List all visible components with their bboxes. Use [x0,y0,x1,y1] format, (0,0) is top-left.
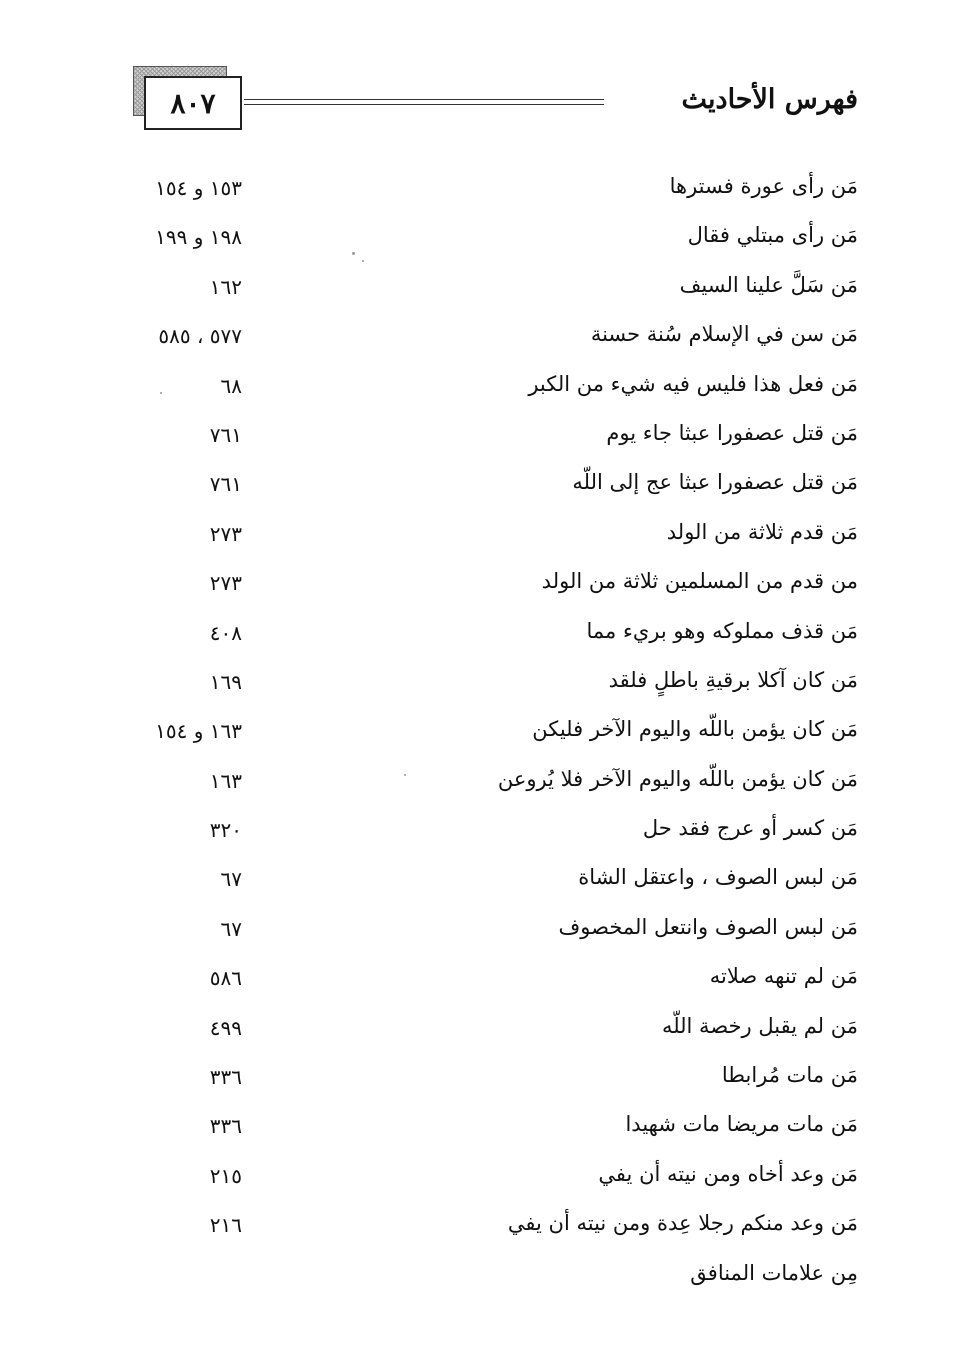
hadith-text: مَن قتل عصفورا عبثا عج إلى اللّه [572,470,858,495]
page-reference: ١٦٩ [209,669,242,694]
hadith-text: مَن لبس الصوف وانتعل المخصوف [558,914,858,939]
list-item [0,711,956,760]
page-reference: ٤٠٨ [209,620,242,645]
hadith-text: مَن سن في الإسلام سُنة حسنة [590,322,858,347]
list-item [0,316,956,365]
page-reference: ٣٢٠ [209,818,242,843]
page-reference: ٥٧٧ ، ٥٨٥ [158,324,242,349]
hadith-text: مِن علامات المنافق [690,1260,858,1285]
page-reference: ٦٧ [220,916,242,941]
hadith-text: مَن مات مُرابطا [721,1063,858,1088]
scan-speck [404,774,406,776]
hadith-text: من قدم من المسلمين ثلاثة من الولد [541,569,858,594]
list-item [0,217,956,266]
hadith-text: مَن وعد منكم رجلا عِدة ومن نيته أن يفي [507,1211,858,1236]
page-reference: ١٦٢ [209,274,242,299]
page-reference: ١٦٣ و ١٥٤ [155,719,242,744]
list-item [0,859,956,908]
hadith-text: مَن قدم ثلاثة من الولد [666,519,858,544]
list-item [0,1205,956,1254]
hadith-text: مَن لم تنهه صلاته [709,964,858,989]
scan-speck [352,252,355,255]
list-item [0,464,956,513]
hadith-text: مَن مات مريضا مات شهيدا [625,1112,858,1137]
page-reference: ٢١٦ [209,1213,242,1238]
hadith-text: مَن قتل عصفورا عبثا جاء يوم [606,420,858,445]
list-item [0,810,956,859]
hadith-text: مَن كان يؤمن باللّه واليوم الآخر فلا يُروعن [497,766,858,791]
page-reference: ٦٨ [220,373,242,398]
list-item [0,761,956,810]
page-reference: ٤٩٩ [209,1015,242,1040]
header-rule [244,104,604,105]
hadith-text: مَن سَلَّ علينا السيف [679,272,858,297]
hadith-index-list [0,168,956,1304]
list-item [0,1057,956,1106]
list-item [0,415,956,464]
list-item [0,168,956,217]
page-reference: ١٩٨ و ١٩٩ [155,225,242,250]
list-item [0,514,956,563]
page-reference: ٢١٥ [209,1163,242,1188]
hadith-text: مَن كسر أو عرج فقد حل [642,816,858,841]
page-reference: ١٦٣ [209,768,242,793]
list-item [0,662,956,711]
list-item [0,1255,956,1304]
page-reference: ٥٨٦ [209,966,242,991]
header-rule [244,99,604,100]
list-item [0,563,956,612]
list-item [0,1106,956,1155]
hadith-text: مَن لم يقبل رخصة اللّه [661,1013,858,1038]
page-reference: ٧٦١ [209,472,242,497]
hadith-text: مَن فعل هذا فليس فيه شيء من الكبر [528,371,858,396]
hadith-text: مَن وعد أخاه ومن نيته أن يفي [598,1161,858,1186]
scan-speck [362,260,364,262]
hadith-text: مَن كان يؤمن باللّه واليوم الآخر فليكن [532,717,858,742]
list-item [0,613,956,662]
hadith-text: مَن رأى مبتلي فقال [687,223,858,248]
list-item [0,1008,956,1057]
list-item [0,267,956,316]
page-reference: ٢٧٣ [209,571,242,596]
list-item [0,1156,956,1205]
page-number: ٨٠٧ [144,76,242,130]
hadith-text: مَن رأى عورة فسترها [669,174,858,198]
scan-speck [160,392,162,394]
page-header [0,0,956,150]
page-reference: ٧٦١ [209,422,242,447]
page-reference: ٣٣٦ [209,1065,242,1090]
list-item [0,366,956,415]
hadith-text: مَن لبس الصوف ، واعتقل الشاة [578,865,858,890]
list-item [0,909,956,958]
page-reference: ٢٧٣ [209,521,242,546]
list-item [0,958,956,1007]
page-reference: ٣٣٦ [209,1114,242,1139]
page-title: فهرس الأحاديث [681,84,858,115]
page-reference: ٦٧ [220,867,242,892]
page-reference: ١٥٣ و ١٥٤ [155,176,242,200]
hadith-text: مَن كان آكلا برقيةِ باطلٍ فلقد [608,667,858,692]
hadith-text: مَن قذف مملوكه وهو بريء مما [586,618,858,643]
